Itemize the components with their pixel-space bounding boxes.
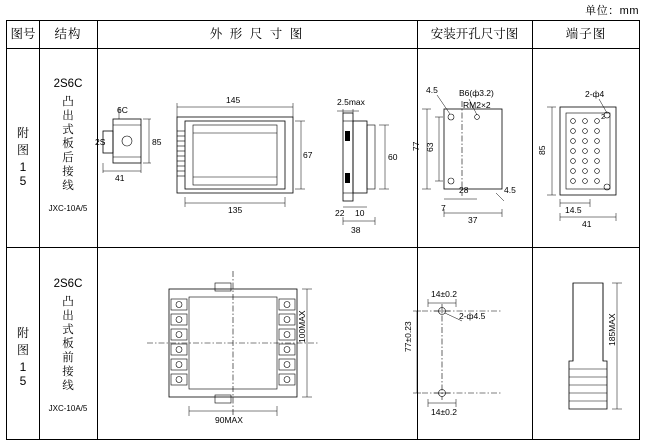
svg-text:4.5: 4.5 xyxy=(426,85,438,95)
svg-text:2S: 2S xyxy=(95,137,106,147)
svg-text:4.5: 4.5 xyxy=(504,185,516,195)
row2-structure-model: 2S6C xyxy=(53,278,83,290)
row1-drawing-no-char-2: 1 xyxy=(19,160,27,174)
svg-text:14±0.2: 14±0.2 xyxy=(431,289,457,299)
row2-structure-desc-3: 板 xyxy=(62,338,74,350)
row1-structure-desc-2: 式 xyxy=(62,124,74,136)
row2-drawing-no-char-3: 5 xyxy=(19,374,27,388)
row2-structure-desc-6: 线 xyxy=(62,380,74,392)
row1-structure-desc-5: 接 xyxy=(62,166,74,178)
svg-text:77: 77 xyxy=(411,141,421,151)
svg-text:145: 145 xyxy=(226,95,241,105)
row1-cutout-view xyxy=(411,85,516,225)
svg-text:22: 22 xyxy=(335,208,345,218)
header-terminal: 端子图 xyxy=(565,27,607,41)
row1-structure-code: JXC-10A/5 xyxy=(48,204,88,213)
row2-drawing-no-char-2: 1 xyxy=(19,360,27,374)
svg-text:B6(ф3.2): B6(ф3.2) xyxy=(459,88,494,98)
svg-text:85: 85 xyxy=(152,137,162,147)
row1-structure-desc-3: 板 xyxy=(62,138,74,150)
row1-structure-desc-4: 后 xyxy=(62,152,74,164)
svg-text:2-ф4: 2-ф4 xyxy=(585,89,605,99)
row1-drawing-no-char-1: 图 xyxy=(16,143,29,157)
unit-note: 单位：mm xyxy=(585,5,639,17)
svg-text:41: 41 xyxy=(582,219,592,229)
svg-text:10: 10 xyxy=(355,208,365,218)
header-structure: 结构 xyxy=(54,27,82,41)
svg-text:38: 38 xyxy=(351,225,361,235)
svg-text:85: 85 xyxy=(537,145,547,155)
dimension-table xyxy=(6,20,640,440)
svg-text:14.5: 14.5 xyxy=(565,205,582,215)
svg-text:2: 2 xyxy=(601,112,606,121)
svg-text:RM2×2: RM2×2 xyxy=(463,100,491,110)
svg-text:28: 28 xyxy=(459,185,469,195)
svg-text:63: 63 xyxy=(425,142,435,152)
svg-text:135: 135 xyxy=(228,205,243,215)
row2-structure-desc-2: 式 xyxy=(62,324,74,336)
drawings-layer xyxy=(7,21,641,441)
row2-cutout-view xyxy=(403,289,502,417)
svg-text:77±0.23: 77±0.23 xyxy=(403,321,413,352)
row1-terminal-view xyxy=(537,89,616,229)
row2-structure-desc-1: 出 xyxy=(62,310,74,322)
svg-text:2-ф4.5: 2-ф4.5 xyxy=(459,311,486,321)
svg-text:90MAX: 90MAX xyxy=(215,415,243,425)
row1-structure-desc-0: 凸 xyxy=(62,96,74,108)
header-cutout: 安装开孔尺寸图 xyxy=(430,27,519,41)
row2-drawing-no-char-0: 附 xyxy=(16,326,29,340)
row2-structure-desc-0: 凸 xyxy=(62,296,74,308)
svg-text:37: 37 xyxy=(468,215,478,225)
row2-structure-desc-4: 前 xyxy=(62,352,74,364)
row2-structure-code: JXC-10A/5 xyxy=(48,404,88,413)
row1-structure-desc-6: 线 xyxy=(62,180,74,192)
svg-text:41: 41 xyxy=(115,173,125,183)
svg-text:14±0.2: 14±0.2 xyxy=(431,407,457,417)
row1-outline-main-view xyxy=(177,95,313,215)
svg-text:185MAX: 185MAX xyxy=(607,313,617,346)
header-drawing-no: 图号 xyxy=(10,27,36,41)
svg-text:100MAX: 100MAX xyxy=(297,310,307,343)
svg-text:6C: 6C xyxy=(117,105,128,115)
row1-drawing-no-char-3: 5 xyxy=(19,174,27,188)
row2-drawing-no-char-1: 图 xyxy=(16,343,29,357)
svg-text:2.5max: 2.5max xyxy=(337,97,365,107)
row1-structure-model: 2S6C xyxy=(53,78,83,90)
row2-outline-view xyxy=(147,271,319,425)
row1-outline-side-view xyxy=(335,97,398,235)
header-outline: 外 形 尺 寸 图 xyxy=(209,27,305,41)
row1-drawing-no-char-0: 附 xyxy=(16,126,29,140)
row2-terminal-view xyxy=(569,283,622,409)
svg-text:60: 60 xyxy=(388,152,398,162)
row2-structure-desc-5: 接 xyxy=(62,366,74,378)
svg-text:7: 7 xyxy=(441,203,446,213)
row1-outline-left-view xyxy=(95,105,162,183)
row1-structure-desc-1: 出 xyxy=(62,110,74,122)
svg-text:67: 67 xyxy=(303,150,313,160)
